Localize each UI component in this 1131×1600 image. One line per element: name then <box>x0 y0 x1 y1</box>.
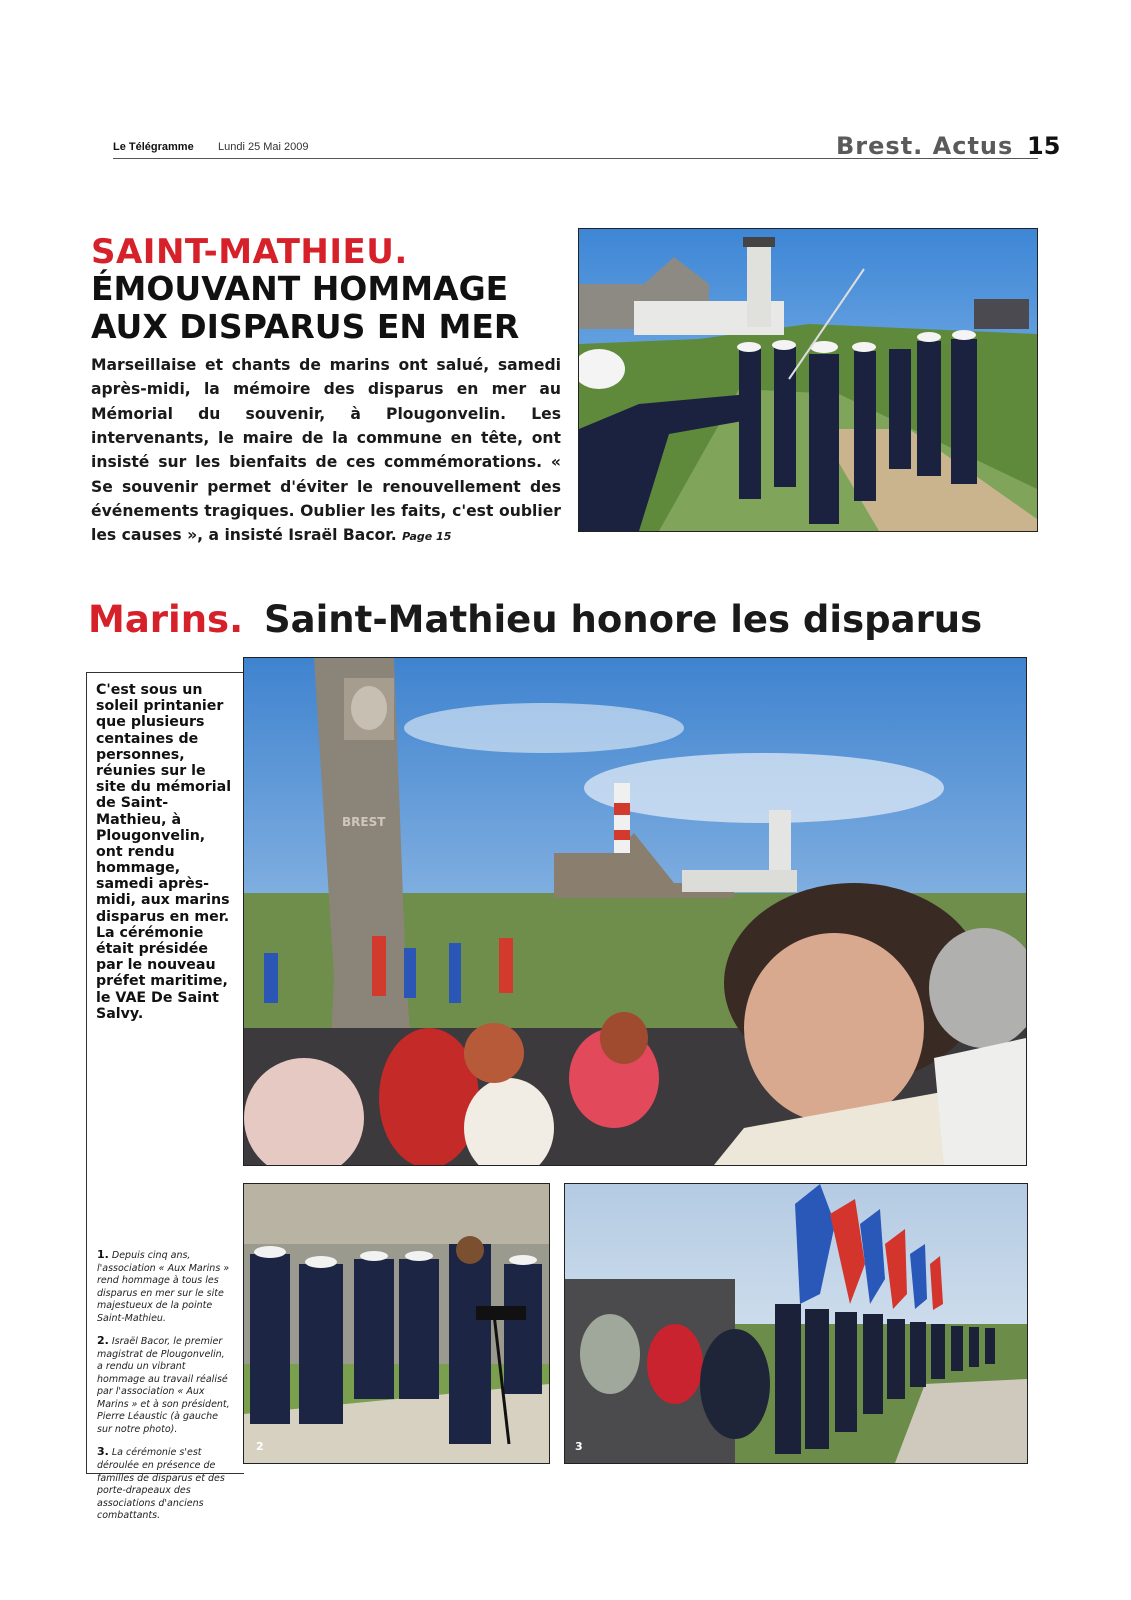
teaser-body-text: Marseillaise et chants de marins ont salué, samedi après-midi, la mémoire des disparus en mer au Mémorial du souvenir, à Plougonvelin. Les intervenants, le maire de la commune en tête, ont insisté sur les bienfaits de ces commémorations. « Se souvenir permet d'éviter le renouvellement des événements tragiques. Oublier les faits, c'est oublier les causes », a insisté Israël Bacor. <box>91 356 561 545</box>
main-photo <box>243 657 1027 1166</box>
teaser-body <box>91 353 561 548</box>
caption-3-number: 3. <box>97 1445 109 1459</box>
photo-2 <box>243 1183 550 1464</box>
newspaper-brand: Le Télégramme <box>113 141 194 153</box>
caption-1 <box>97 1248 233 1325</box>
section-title: Brest. Actus <box>836 132 1014 160</box>
caption-2-number: 2. <box>97 1334 109 1348</box>
teaser-headline <box>91 270 571 345</box>
caption-3 <box>97 1445 233 1522</box>
monument-inscription: BREST <box>342 815 386 829</box>
caption-2-text: Israël Bacor, le premier magistrat de Plougonvelin, a rendu un vibrant hommage au travail réalisé par l'association « Aux Marins » et à son président, Pierre Léaustic (à gauche sur notre photo). <box>97 1336 230 1435</box>
photo-3 <box>564 1183 1028 1464</box>
caption-1-number: 1. <box>97 1248 109 1261</box>
teaser-photo <box>578 228 1038 532</box>
page-number: 15 <box>1027 132 1061 160</box>
issue-date: Lundi 25 Mai 2009 <box>218 141 309 153</box>
photo-3-number: 3 <box>575 1440 583 1453</box>
article-kicker: Marins. <box>88 598 244 641</box>
teaser-page-ref: Page 15 <box>402 530 452 544</box>
photo-captions <box>97 1248 233 1532</box>
teaser-headline-line2: AUX DISPARUS EN MER <box>91 306 520 346</box>
caption-1-text: Depuis cinq ans, l'association « Aux Marins » rend hommage à tous les disparus en mer sur le site majestueux de la pointe Saint-Mathieu. <box>97 1250 230 1324</box>
caption-2 <box>97 1334 233 1436</box>
photo-2-number: 2 <box>256 1440 264 1453</box>
article-intro: C'est sous un soleil printanier que plusieurs centaines de personnes, réunies sur le site du mémorial de Saint-Mathieu, à Plougonvelin, ont rendu hommage, samedi après-midi, aux marins disparus en mer. La cérémonie était présidée par le nouveau préfet maritime, le VAE De Saint Salvy. <box>96 682 232 1022</box>
article-title: Saint-Mathieu honore les disparus <box>264 598 983 641</box>
caption-3-text: La cérémonie s'est déroulée en présence de familles de disparus et des porte-drapeaux des associations d'anciens combattants. <box>97 1447 225 1522</box>
teaser-kicker: SAINT-MATHIEU. <box>91 232 408 272</box>
teaser-headline-line1: ÉMOUVANT HOMMAGE <box>91 269 509 308</box>
